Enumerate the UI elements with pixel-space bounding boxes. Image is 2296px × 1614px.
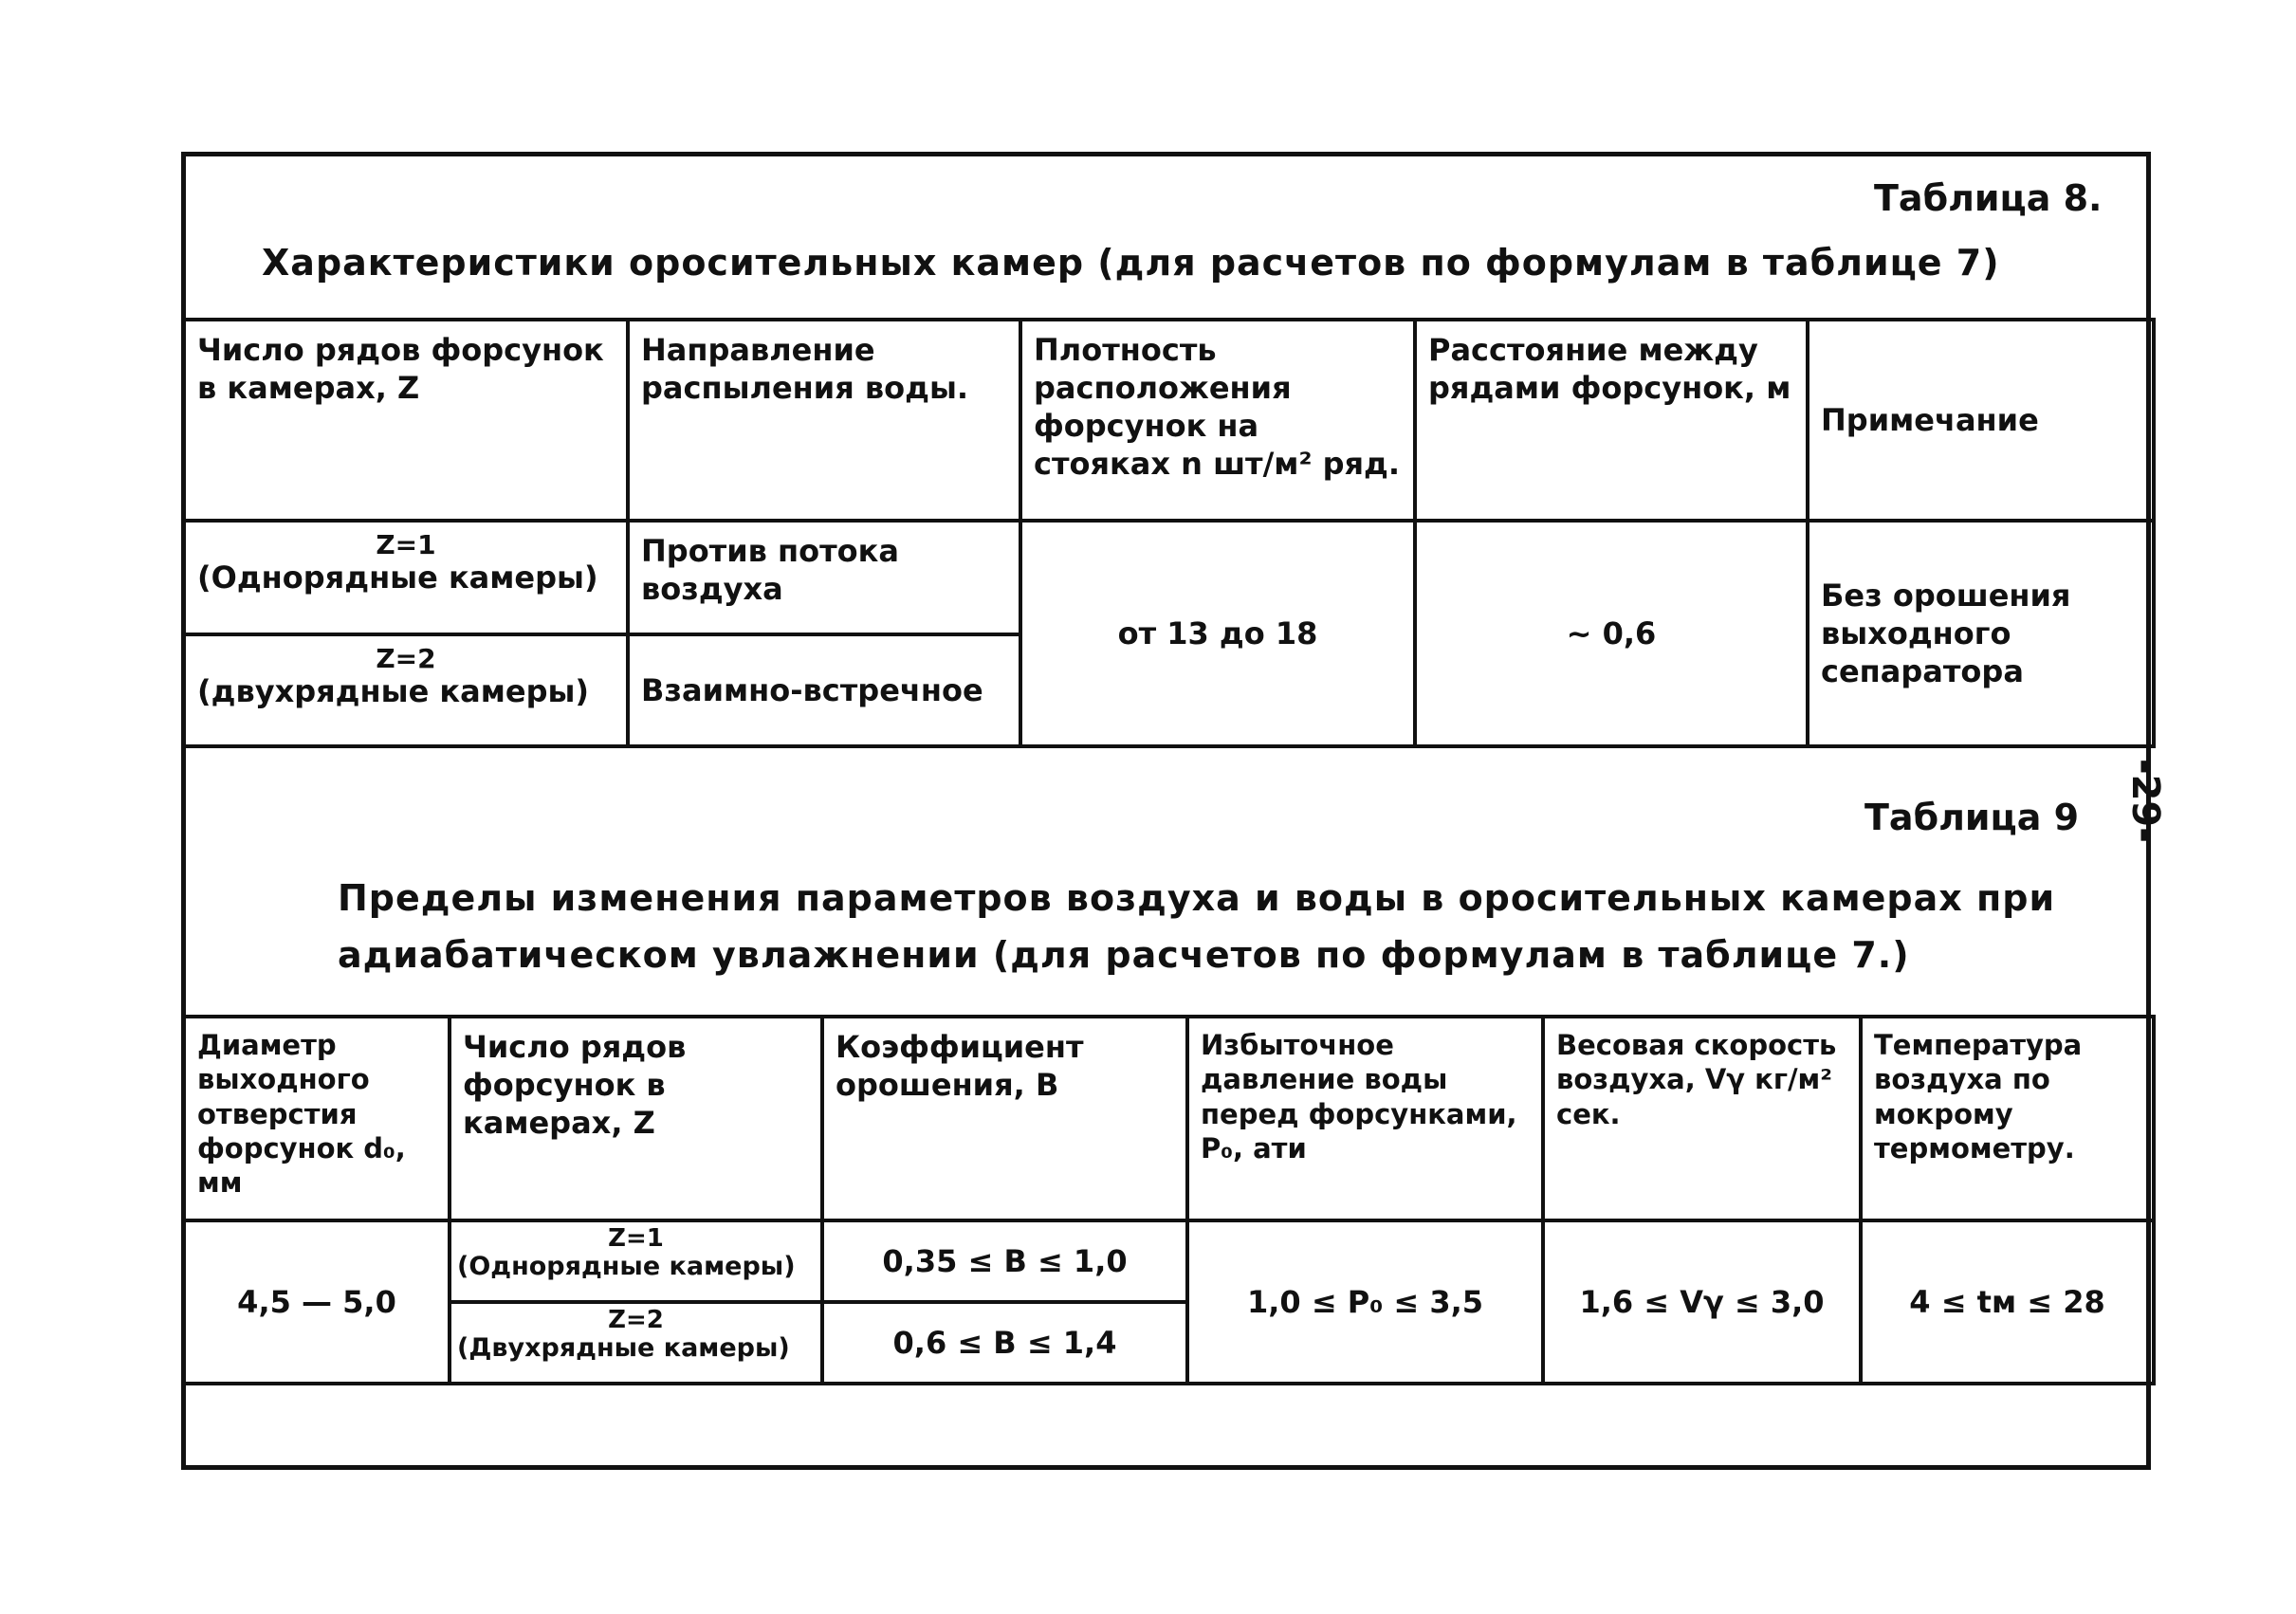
table9-row2-type: [450, 1302, 822, 1384]
z-value: Z=1: [608, 1224, 664, 1253]
camera-type: (Однорядные камеры): [197, 559, 598, 596]
table-row: [184, 1220, 2154, 1302]
table8-header-rows: Число рядов форсунок в камерах, Z: [184, 320, 628, 521]
table8-note-value: Без орошения выходного сепаратора: [1808, 521, 2154, 746]
z-value: Z=2: [608, 1306, 664, 1334]
document-frame: [181, 152, 2151, 1470]
table8-header-density: Плотность расположения форсунок на стояках n шт/м² ряд.: [1020, 320, 1415, 521]
table9-header-diameter: Диаметр выходного отверстия форсунок d₀, мм: [184, 1017, 450, 1220]
table8-row2-type: [184, 634, 628, 746]
table8-density-value: от 13 до 18: [1020, 521, 1415, 746]
table9-header-pressure: Избыточное давление воды перед форсунками, P₀, ати: [1187, 1017, 1543, 1220]
table9-header-row: [184, 1017, 2154, 1220]
table9-header-coefficient: Коэффициент орошения, B: [822, 1017, 1187, 1220]
table8-label: Таблица 8.: [1874, 177, 2103, 219]
z-value: Z=2: [376, 643, 436, 674]
table8-header-direction: Направление распыления воды.: [628, 320, 1020, 521]
table9-row2-coefficient: 0,6 ≤ B ≤ 1,4: [822, 1302, 1187, 1384]
camera-type: (двухрядные камеры): [197, 673, 590, 709]
table8-header-row: [184, 320, 2154, 521]
table9-label: Таблица 9: [1864, 797, 2080, 838]
table8-distance-value: ~ 0,6: [1415, 521, 1808, 746]
camera-type: (Однорядные камеры): [457, 1252, 796, 1281]
table9-velocity-value: 1,6 ≤ Vγ ≤ 3,0: [1543, 1220, 1861, 1384]
table8-caption: Характеристики оросительных камер (для расчетов по формулам в таблице 7): [262, 242, 2000, 284]
table8-header-distance: Расстояние между рядами форсунок, м: [1415, 320, 1808, 521]
page-number: -29-: [2123, 759, 2167, 843]
table-row: [184, 521, 2154, 634]
table9-caption-line1: Пределы изменения параметров воздуха и воды в оросительных камерах при: [338, 877, 2056, 919]
table8-row1-type: [184, 521, 628, 634]
table9-header-velocity: Весовая скорость воздуха, Vγ кг/м² сек.: [1543, 1017, 1861, 1220]
table9-pressure-value: 1,0 ≤ P₀ ≤ 3,5: [1187, 1220, 1543, 1384]
table9-diameter-value: 4,5 — 5,0: [184, 1220, 450, 1384]
table9-header-temperature: Температура воздуха по мокрому термометру.: [1861, 1017, 2154, 1220]
table9-caption-line2: адиабатическом увлажнении (для расчетов по формулам в таблице 7.): [338, 934, 1910, 976]
z-value: Z=1: [376, 529, 436, 560]
table9-header-rows: Число рядов форсунок в камерах, Z: [450, 1017, 822, 1220]
table9-row1-type: [450, 1220, 822, 1302]
table9-temperature-value: 4 ≤ tм ≤ 28: [1861, 1220, 2154, 1384]
table8-header-note: Примечание: [1808, 320, 2154, 521]
table8-row2-direction: Взаимно-встречное: [628, 634, 1020, 746]
table8: [182, 318, 2156, 748]
table9: [182, 1015, 2156, 1385]
camera-type: (Двухрядные камеры): [457, 1333, 790, 1363]
table9-row1-coefficient: 0,35 ≤ B ≤ 1,0: [822, 1220, 1187, 1302]
table8-row1-direction: Против потока воздуха: [628, 521, 1020, 634]
